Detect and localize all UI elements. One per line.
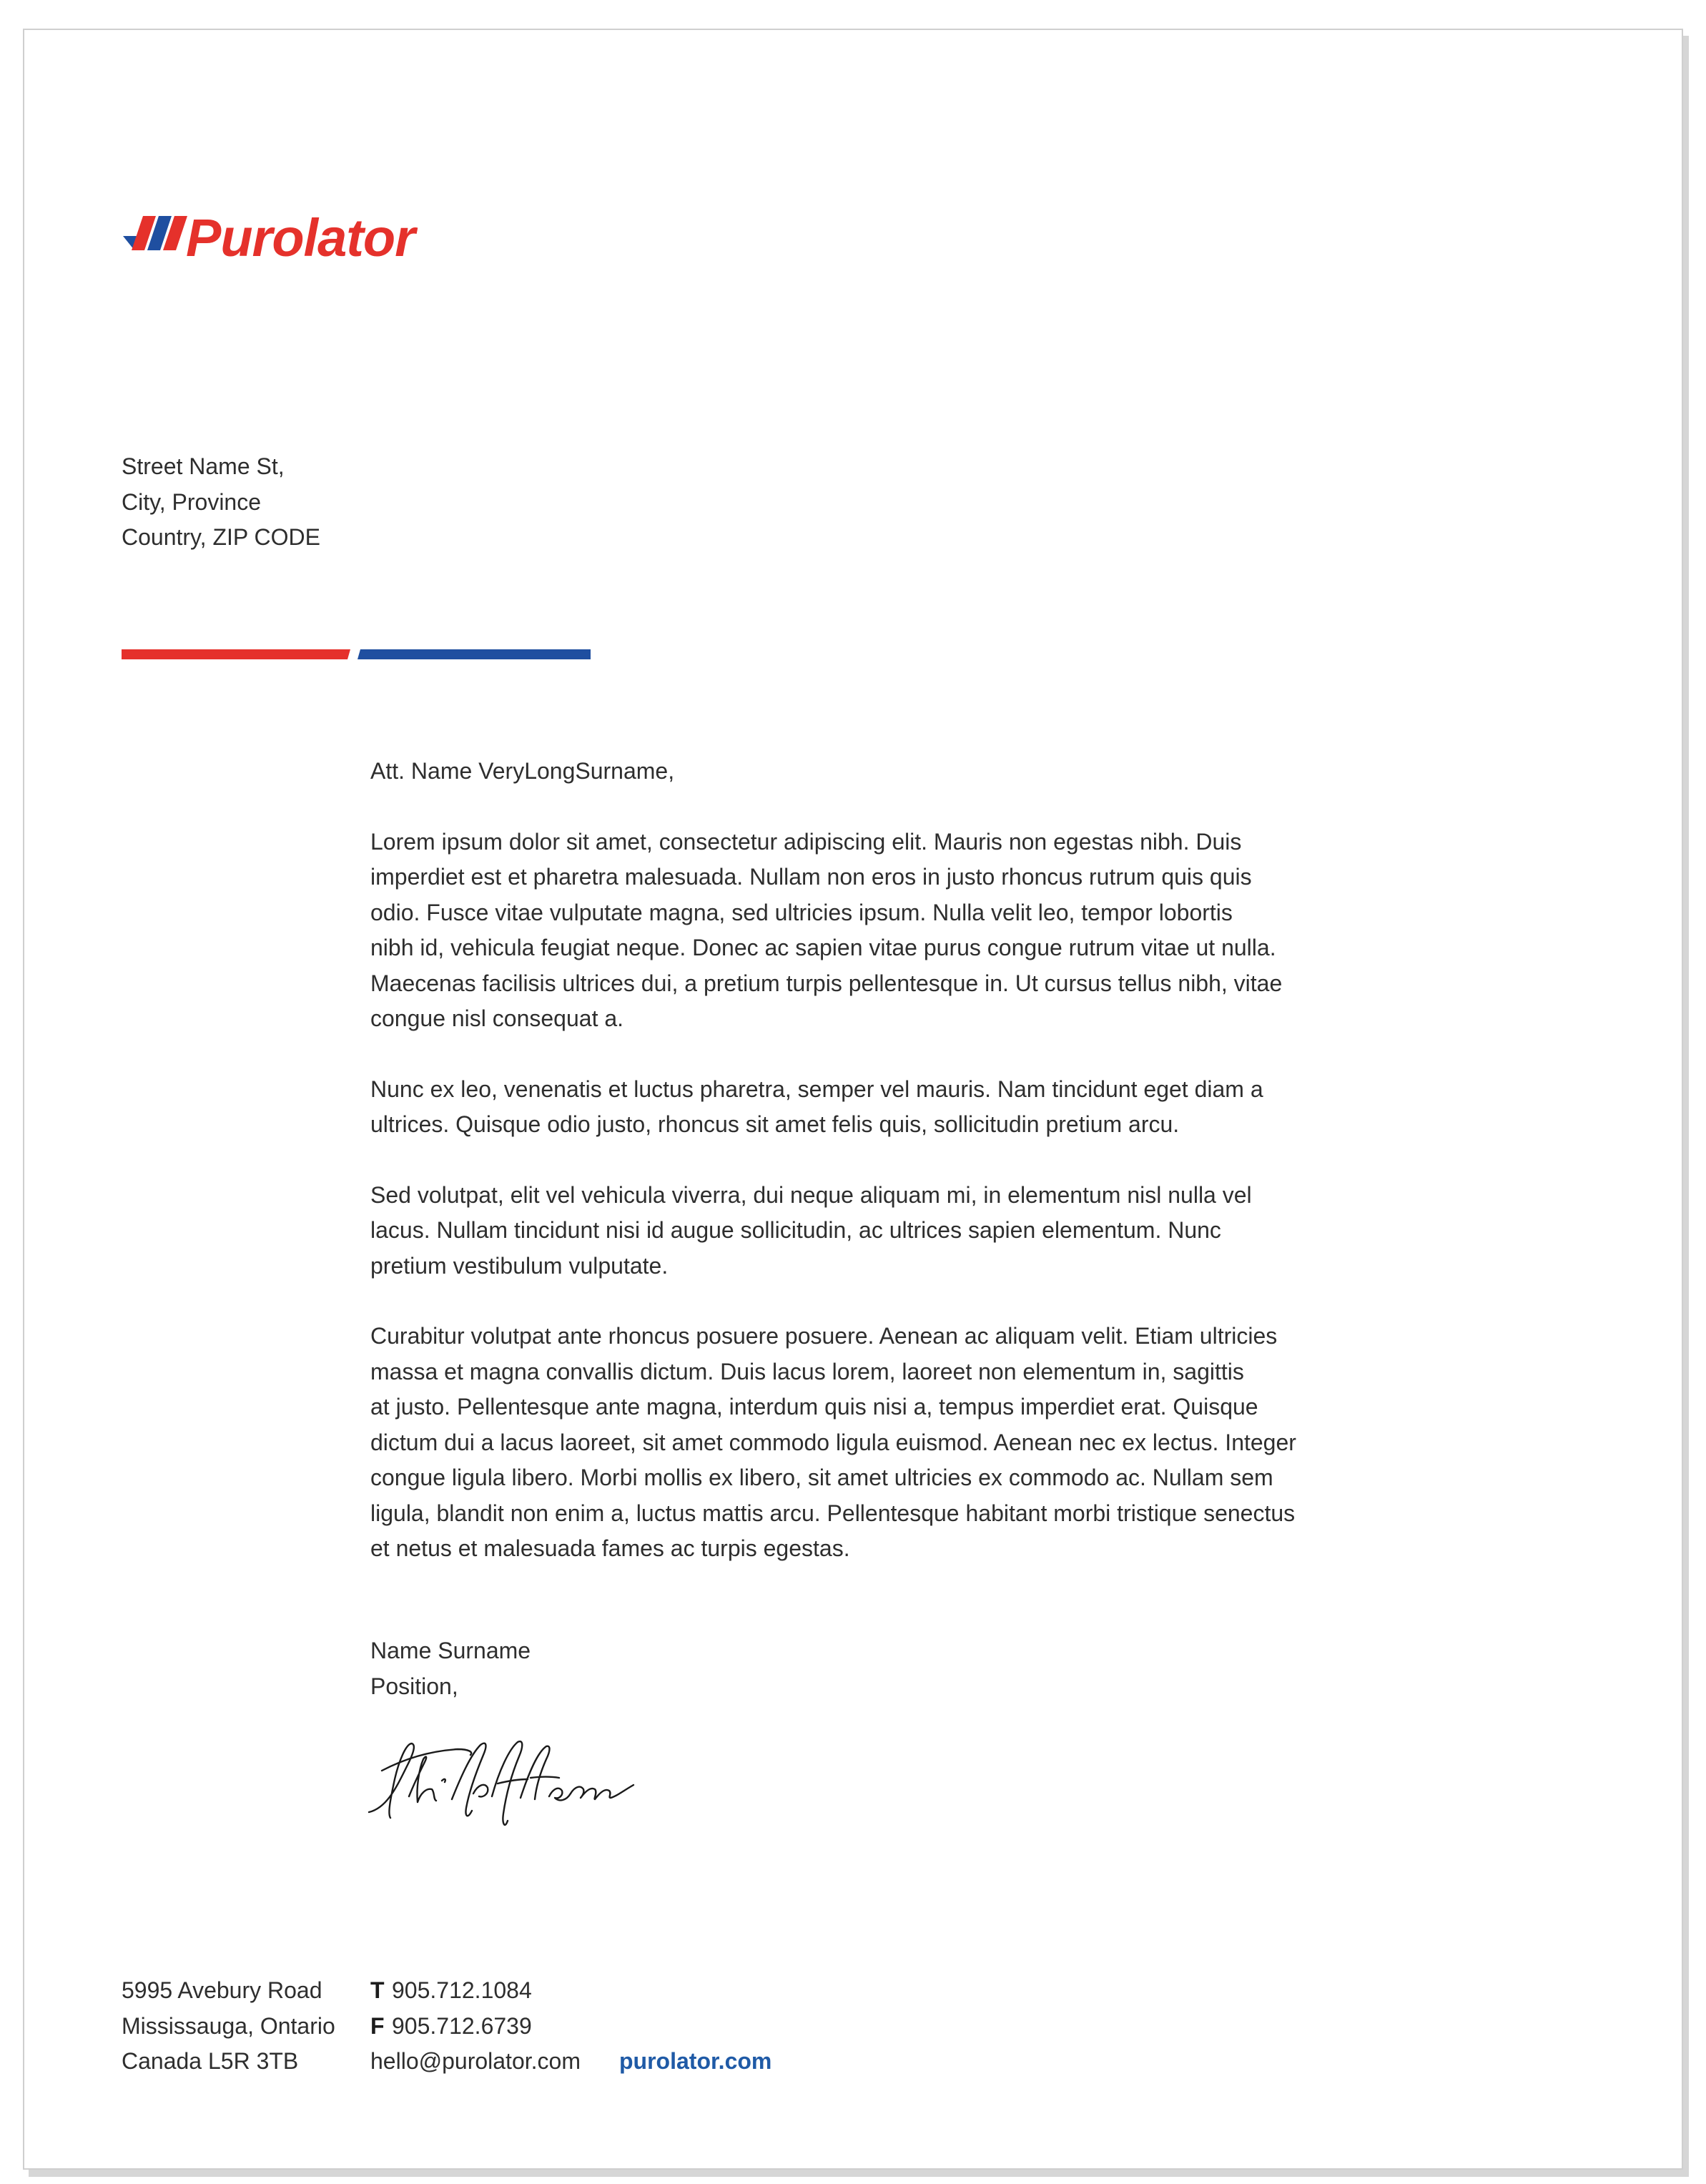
handwritten-signature <box>366 1728 638 1835</box>
paragraph-line: ligula, blandit non enim a, luctus mattis arcu. Pellentesque habitant morbi tristique senectus <box>370 1500 1296 1526</box>
sender-address-line: City, Province <box>122 488 262 515</box>
paragraph-line: congue ligula libero. Morbi mollis ex libero, sit amet ultricies ex commodo ac. Nullam sem <box>370 1465 1273 1490</box>
phone-label: T <box>370 1977 385 2003</box>
paragraph-line: Lorem ipsum dolor sit amet, consectetur adipiscing elit. Mauris non egestas nibh. Duis <box>370 828 1242 855</box>
email-link[interactable]: hello@purolator.com <box>370 2048 581 2074</box>
paragraph-line: congue nisl consequat a. <box>370 1005 624 1031</box>
logo-stripes-icon <box>123 210 187 260</box>
paragraph-line: et netus et malesuada fames ac turpis egestas. <box>370 1535 850 1561</box>
paragraph-line: nibh id, vehicula feugiat neque. Donec ac sapien vitae purus congue rutrum vitae ut nulla. <box>370 935 1276 960</box>
fax-row <box>370 2009 581 2045</box>
divider-red-bar <box>122 649 350 659</box>
sender-address-line: Street Name St, <box>122 453 285 479</box>
paragraph-line: lacus. Nullam tincidunt nisi id augue sollicitudin, ac ultrices sapien elementum. Nunc <box>370 1217 1221 1243</box>
footer-address-line: Mississauga, Ontario <box>122 2012 335 2039</box>
footer-contact <box>370 1973 581 2080</box>
paragraph-line: dictum dui a lacus laoreet, sit amet commodo ligula euismod. Aenean nec ex lectus. Integer <box>370 1429 1296 1455</box>
footer-address <box>122 1973 335 2080</box>
divider-blue-bar <box>358 649 591 659</box>
signer-position: Position, <box>370 1673 458 1699</box>
footer-address-line: 5995 Avebury Road <box>122 1977 322 2003</box>
letter-body <box>370 754 1386 1602</box>
paragraph-line: Nunc ex leo, venenatis et luctus pharetra, semper vel mauris. Nam tincidunt eget diam a <box>370 1076 1263 1102</box>
paragraph-2 <box>370 1072 1386 1143</box>
paragraph-1 <box>370 825 1386 1037</box>
paragraph-line: Maecenas facilisis ultrices dui, a pretium turpis pellentesque in. Ut cursus tellus nibh, vitae <box>370 970 1283 996</box>
brand-divider <box>122 649 591 661</box>
website-link[interactable]: purolator.com <box>619 2048 772 2074</box>
paragraph-4 <box>370 1319 1386 1567</box>
paragraph-line: Sed volutpat, elit vel vehicula viverra, dui neque aliquam mi, in elementum nisl nulla vel <box>370 1181 1252 1208</box>
paragraph-line: odio. Fusce vitae vulputate magna, sed ultricies ipsum. Nulla velit leo, tempor lobortis <box>370 899 1233 925</box>
purolator-logo <box>123 210 459 267</box>
logo-wordmark: Purolator <box>186 208 415 267</box>
paragraph-line: massa et magna convallis dictum. Duis lacus lorem, laoreet non elementum in, sagittis <box>370 1358 1244 1384</box>
paragraph-line: at justo. Pellentesque ante magna, interdum quis nisi a, tempus imperdiet erat. Quisque <box>370 1394 1258 1420</box>
phone-row <box>370 1973 581 2009</box>
paragraph-line: pretium vestibulum vulputate. <box>370 1252 669 1279</box>
phone-number[interactable]: 905.712.1084 <box>392 1977 532 2003</box>
fax-label: F <box>370 2012 385 2039</box>
sender-address-line: Country, ZIP CODE <box>122 524 320 550</box>
letter-greeting: Att. Name VeryLongSurname, <box>370 758 675 784</box>
signer-name: Name Surname <box>370 1638 531 1663</box>
paragraph-line: imperdiet est et pharetra malesuada. Nullam non eros in justo rhoncus rutrum quis quis <box>370 864 1252 890</box>
footer-address-line: Canada L5R 3TB <box>122 2048 299 2074</box>
letter-closing <box>370 1633 531 1704</box>
fax-number: 905.712.6739 <box>392 2012 532 2039</box>
paragraph-line: ultrices. Quisque odio justo, rhoncus sit amet felis quis, sollicitudin pretium arcu. <box>370 1111 1180 1137</box>
paragraph-line: Curabitur volutpat ante rhoncus posuere posuere. Aenean ac aliquam velit. Etiam ultricies <box>370 1323 1278 1349</box>
sender-address <box>122 449 320 556</box>
paragraph-3 <box>370 1178 1386 1284</box>
